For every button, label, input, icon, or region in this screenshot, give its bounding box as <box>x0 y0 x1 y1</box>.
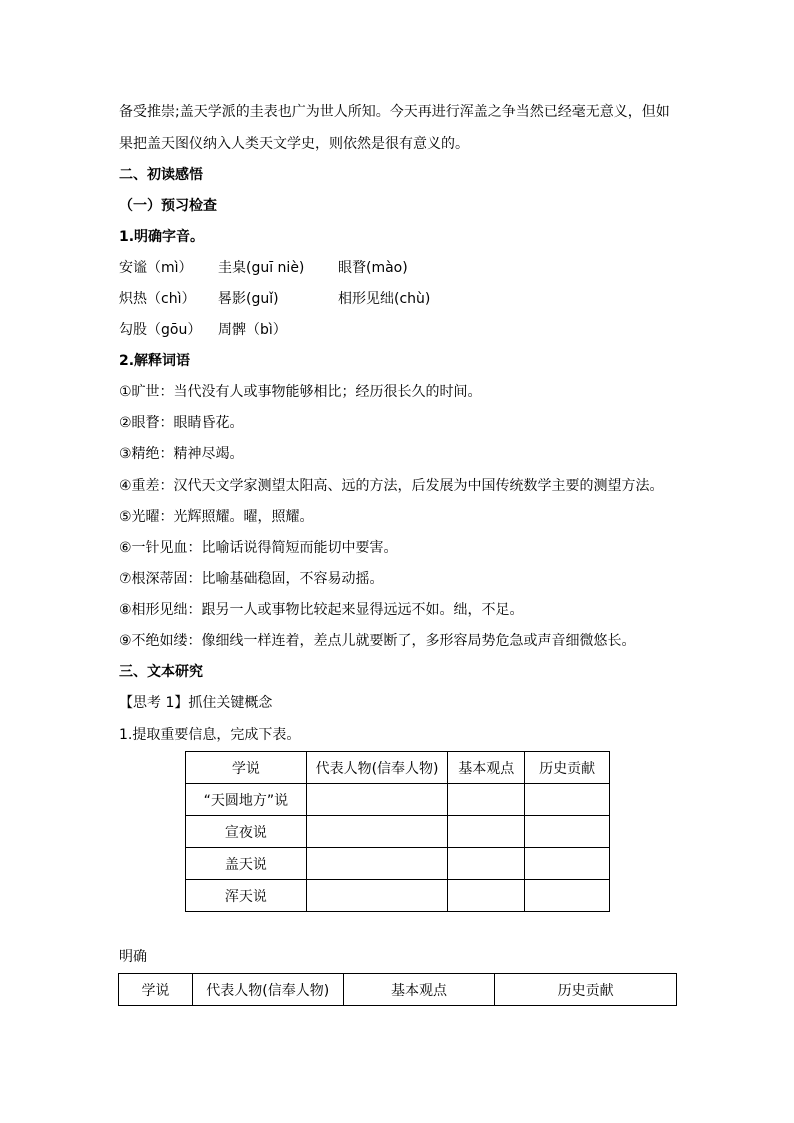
table-cell-blank[interactable] <box>448 784 525 816</box>
definition-item: ⑦根深蒂固：比喻基础稳固，不容易动摇。 <box>119 571 384 587</box>
item-title-pronunciation: 1.明确字音。 <box>119 229 205 245</box>
definition-item: ①旷世：当代没有人或事物能够相比；经历很长久的时间。 <box>119 384 482 400</box>
table-row <box>186 880 610 912</box>
table-row <box>186 784 610 816</box>
item-title-definitions: 2.解释词语 <box>119 353 191 369</box>
task-instruction-1: 1.提取重要信息，完成下表。 <box>119 727 301 743</box>
table-header-cell: 代表人物(信奉人物) <box>192 974 343 1006</box>
table-header-row <box>119 974 677 1006</box>
table-cell: 浑天说 <box>186 880 307 912</box>
definition-item: ⑧相形见绌：跟另一人或事物比较起来显得远远不如。绌，不足。 <box>119 602 524 618</box>
table-cell: 宣夜说 <box>186 816 307 848</box>
table-cell-blank[interactable] <box>525 784 610 816</box>
intro-line-2: 果把盖天图仪纳入人类天文学史，则依然是很有意义的。 <box>119 136 469 152</box>
table-cell-blank[interactable] <box>306 848 448 880</box>
table-cell-blank[interactable] <box>448 848 525 880</box>
definition-item: ②眼瞀：眼睛昏花。 <box>119 415 244 431</box>
subsection-heading-1: （一）预习检查 <box>119 198 217 214</box>
definition-item: ⑨不绝如缕：像细线一样连着，差点儿就要断了，多形容局势危急或声音细微悠长。 <box>119 633 636 649</box>
pinyin-entry: 眼瞀(mào) <box>338 260 408 276</box>
intro-line-1: 备受推崇;盖天学派的圭表也广为世人所知。今天再进行浑盖之争当然已经毫无意义，但如 <box>119 104 670 120</box>
table-cell-blank[interactable] <box>448 880 525 912</box>
pinyin-entry: 周髀（bì） <box>218 322 287 338</box>
think-heading-1: 【思考 1】抓住关键概念 <box>119 695 273 711</box>
table-header-cell: 历史贡献 <box>525 752 610 784</box>
table-header-cell: 历史贡献 <box>495 974 677 1006</box>
table-header-cell: 学说 <box>186 752 307 784</box>
definition-item: ③精绝：精神尽竭。 <box>119 446 244 462</box>
pinyin-entry: 炽热（chì） <box>119 291 196 307</box>
theory-table <box>185 751 610 912</box>
table-cell-blank[interactable] <box>448 816 525 848</box>
answer-label: 明确 <box>119 949 147 965</box>
section-heading-2: 二、初读感悟 <box>119 167 203 183</box>
table-row <box>186 848 610 880</box>
table-cell-blank[interactable] <box>525 880 610 912</box>
table-row <box>186 816 610 848</box>
table-cell: “天圆地方”说 <box>186 784 307 816</box>
table-cell-blank[interactable] <box>306 816 448 848</box>
table-cell-blank[interactable] <box>525 848 610 880</box>
table-cell-blank[interactable] <box>306 880 448 912</box>
pinyin-entry: 圭臬(guī niè) <box>218 260 305 276</box>
answer-table <box>118 973 677 1006</box>
definition-item: ⑤光曜：光辉照耀。曜，照耀。 <box>119 509 314 525</box>
table-header-cell: 代表人物(信奉人物) <box>306 752 448 784</box>
table-cell-blank[interactable] <box>306 784 448 816</box>
table-cell: 盖天说 <box>186 848 307 880</box>
table-header-row <box>186 752 610 784</box>
definition-item: ④重差：汉代天文学家测望太阳高、远的方法，后发展为中国传统数学主要的测望方法。 <box>119 478 664 494</box>
pinyin-entry: 相形见绌(chù) <box>338 291 431 307</box>
table-header-cell: 基本观点 <box>448 752 525 784</box>
table-cell-blank[interactable] <box>525 816 610 848</box>
definition-item: ⑥一针见血：比喻话说得简短而能切中要害。 <box>119 540 398 556</box>
table-header-cell: 基本观点 <box>343 974 495 1006</box>
table-header-cell: 学说 <box>119 974 193 1006</box>
pinyin-entry: 勾股（gōu） <box>119 322 202 338</box>
pinyin-entry: 晷影(guǐ) <box>218 291 279 307</box>
section-heading-3: 三、文本研究 <box>119 664 203 680</box>
pinyin-entry: 安谧（mì） <box>119 260 193 276</box>
